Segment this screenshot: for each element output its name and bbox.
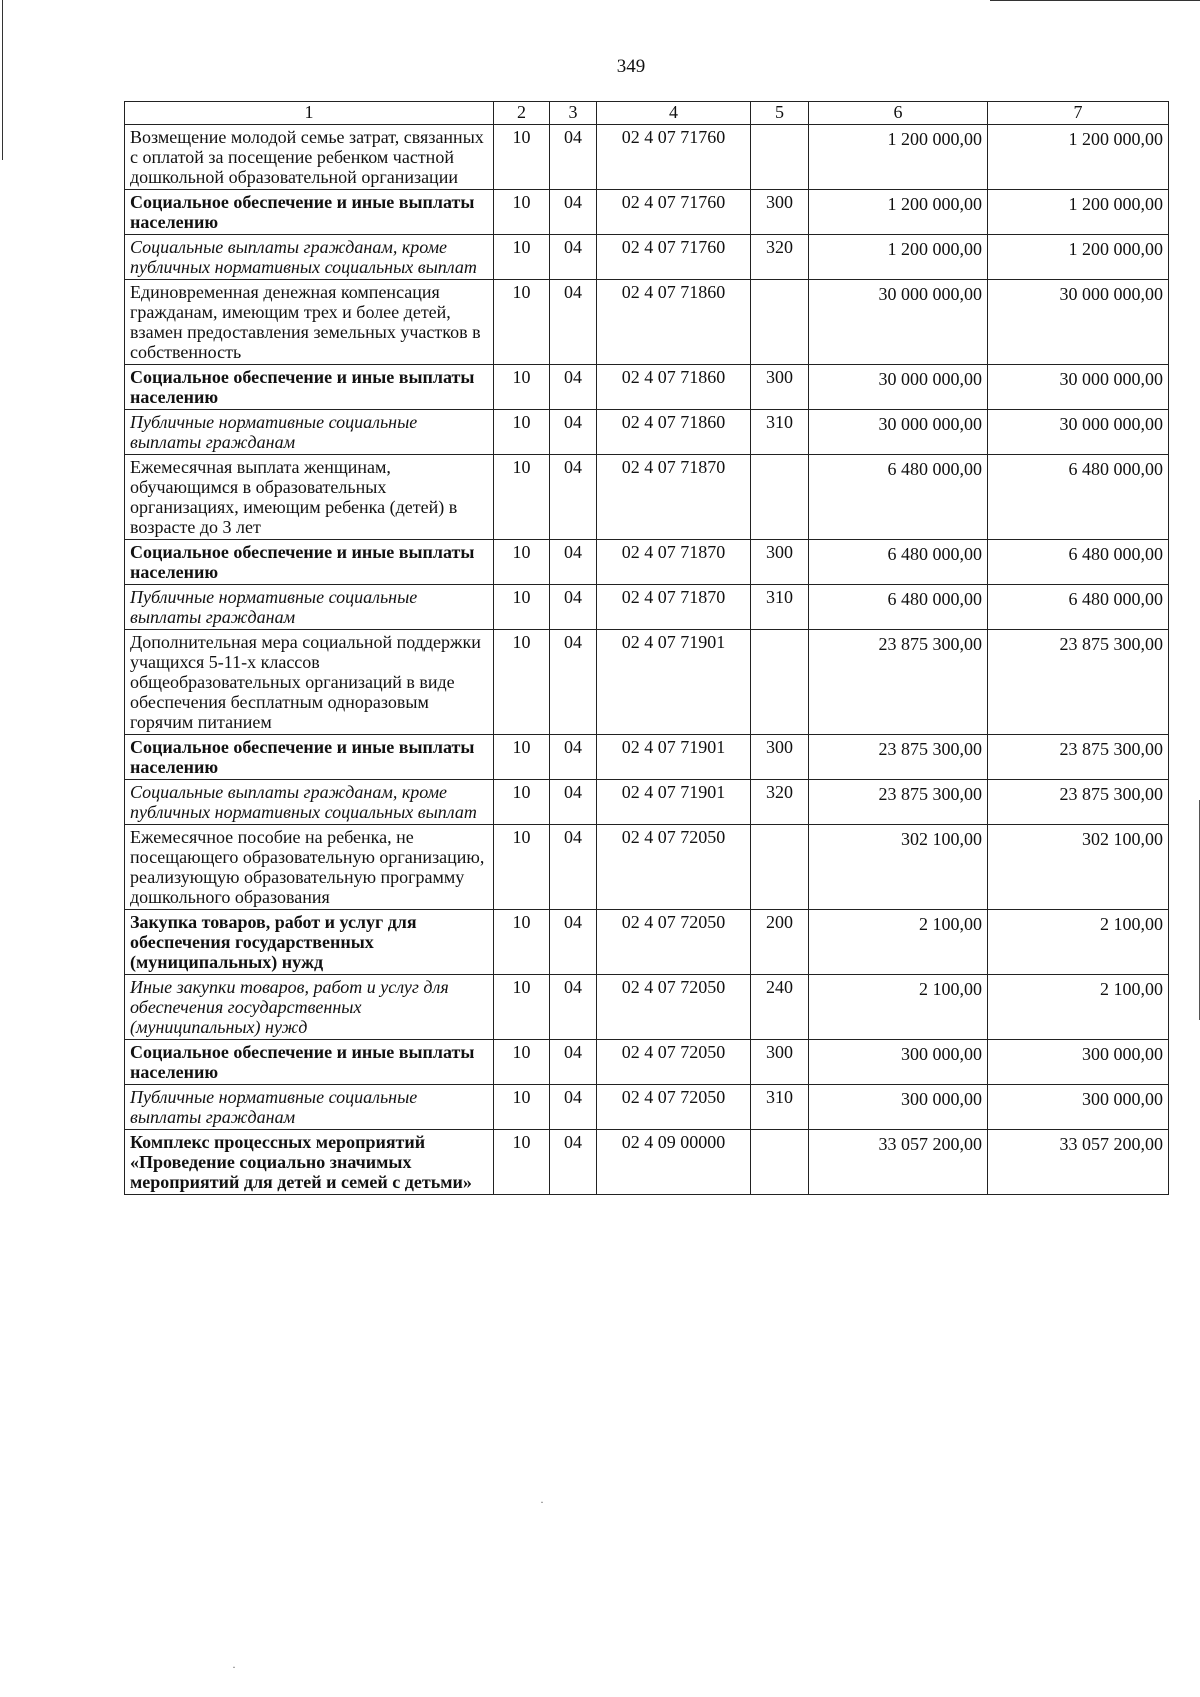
cell-expense-type: 320 <box>751 235 809 280</box>
cell-expense-type: 310 <box>751 410 809 455</box>
cell-name: Единовременная денежная компенсация гражданам, имеющим трех и более детей, взамен предоставления земельных участков в собственность <box>125 280 494 365</box>
cell-sum-year2: 6 480 000,00 <box>988 585 1169 630</box>
cell-section: 10 <box>494 410 550 455</box>
table-row <box>125 910 1169 975</box>
cell-expense-type: 300 <box>751 1040 809 1085</box>
scan-border-left <box>2 0 3 160</box>
table-row <box>125 630 1169 735</box>
cell-subsection: 04 <box>550 125 597 190</box>
cell-sum-year2: 2 100,00 <box>988 975 1169 1040</box>
cell-subsection: 04 <box>550 455 597 540</box>
cell-expense-type <box>751 825 809 910</box>
cell-expense-type <box>751 125 809 190</box>
cell-name: Публичные нормативные социальные выплаты гражданам <box>125 1085 494 1130</box>
cell-name: Дополнительная мера социальной поддержки учащихся 5-11-х классов общеобразовательных организаций в виде обеспечения бесплатным одноразовым горячим питанием <box>125 630 494 735</box>
table-row <box>125 1040 1169 1085</box>
cell-sum-year2: 1 200 000,00 <box>988 125 1169 190</box>
cell-section: 10 <box>494 235 550 280</box>
cell-target: 02 4 07 71870 <box>597 585 751 630</box>
cell-sum-year1: 23 875 300,00 <box>809 630 988 735</box>
table-row <box>125 1085 1169 1130</box>
cell-target: 02 4 07 71860 <box>597 280 751 365</box>
cell-target: 02 4 07 71860 <box>597 365 751 410</box>
cell-expense-type: 310 <box>751 585 809 630</box>
cell-target: 02 4 07 71901 <box>597 780 751 825</box>
column-header-expense-type: 5 <box>751 102 809 125</box>
cell-section: 10 <box>494 780 550 825</box>
table-row <box>125 780 1169 825</box>
cell-sum-year1: 6 480 000,00 <box>809 540 988 585</box>
table-row <box>125 585 1169 630</box>
cell-subsection: 04 <box>550 1085 597 1130</box>
budget-table <box>124 101 1169 1195</box>
cell-name: Комплекс процессных мероприятий «Проведение социально значимых мероприятий для детей и семей с детьми» <box>125 1130 494 1195</box>
cell-sum-year1: 6 480 000,00 <box>809 585 988 630</box>
cell-sum-year1: 23 875 300,00 <box>809 780 988 825</box>
scan-speck: · <box>232 1660 236 1674</box>
cell-sum-year1: 2 100,00 <box>809 910 988 975</box>
cell-target: 02 4 07 72050 <box>597 1085 751 1130</box>
cell-sum-year2: 2 100,00 <box>988 910 1169 975</box>
cell-name: Социальные выплаты гражданам, кроме публичных нормативных социальных выплат <box>125 780 494 825</box>
cell-section: 10 <box>494 125 550 190</box>
cell-sum-year1: 1 200 000,00 <box>809 125 988 190</box>
cell-sum-year2: 300 000,00 <box>988 1085 1169 1130</box>
cell-name: Социальные выплаты гражданам, кроме публичных нормативных социальных выплат <box>125 235 494 280</box>
cell-sum-year2: 6 480 000,00 <box>988 540 1169 585</box>
cell-section: 10 <box>494 365 550 410</box>
cell-sum-year2: 300 000,00 <box>988 1040 1169 1085</box>
cell-sum-year1: 33 057 200,00 <box>809 1130 988 1195</box>
table-row <box>125 125 1169 190</box>
cell-subsection: 04 <box>550 1130 597 1195</box>
cell-subsection: 04 <box>550 365 597 410</box>
column-header-sum-year2: 7 <box>988 102 1169 125</box>
cell-subsection: 04 <box>550 975 597 1040</box>
cell-sum-year1: 1 200 000,00 <box>809 190 988 235</box>
cell-name: Социальное обеспечение и иные выплаты населению <box>125 365 494 410</box>
cell-subsection: 04 <box>550 825 597 910</box>
column-header-section: 2 <box>494 102 550 125</box>
cell-subsection: 04 <box>550 410 597 455</box>
cell-target: 02 4 07 72050 <box>597 910 751 975</box>
page-number: 349 <box>616 56 646 77</box>
cell-subsection: 04 <box>550 630 597 735</box>
column-header-name: 1 <box>125 102 494 125</box>
cell-subsection: 04 <box>550 280 597 365</box>
cell-sum-year2: 33 057 200,00 <box>988 1130 1169 1195</box>
cell-subsection: 04 <box>550 780 597 825</box>
table-row <box>125 280 1169 365</box>
cell-section: 10 <box>494 585 550 630</box>
cell-section: 10 <box>494 630 550 735</box>
cell-target: 02 4 07 71901 <box>597 630 751 735</box>
cell-section: 10 <box>494 735 550 780</box>
cell-sum-year2: 30 000 000,00 <box>988 365 1169 410</box>
cell-subsection: 04 <box>550 910 597 975</box>
cell-sum-year1: 302 100,00 <box>809 825 988 910</box>
cell-expense-type: 300 <box>751 190 809 235</box>
cell-target: 02 4 07 71901 <box>597 735 751 780</box>
cell-name: Закупка товаров, работ и услуг для обеспечения государственных (муниципальных) нужд <box>125 910 494 975</box>
cell-subsection: 04 <box>550 735 597 780</box>
cell-name: Иные закупки товаров, работ и услуг для обеспечения государственных (муниципальных) нужд <box>125 975 494 1040</box>
cell-name: Публичные нормативные социальные выплаты гражданам <box>125 585 494 630</box>
cell-expense-type: 200 <box>751 910 809 975</box>
cell-expense-type <box>751 280 809 365</box>
cell-name: Социальное обеспечение и иные выплаты населению <box>125 190 494 235</box>
cell-subsection: 04 <box>550 585 597 630</box>
cell-expense-type: 300 <box>751 735 809 780</box>
cell-sum-year1: 30 000 000,00 <box>809 365 988 410</box>
table-row <box>125 410 1169 455</box>
cell-sum-year2: 23 875 300,00 <box>988 735 1169 780</box>
cell-sum-year2: 30 000 000,00 <box>988 280 1169 365</box>
table-row <box>125 825 1169 910</box>
cell-sum-year1: 1 200 000,00 <box>809 235 988 280</box>
cell-section: 10 <box>494 910 550 975</box>
cell-subsection: 04 <box>550 1040 597 1085</box>
cell-sum-year1: 300 000,00 <box>809 1040 988 1085</box>
cell-target: 02 4 07 71760 <box>597 190 751 235</box>
cell-name: Публичные нормативные социальные выплаты гражданам <box>125 410 494 455</box>
cell-sum-year2: 30 000 000,00 <box>988 410 1169 455</box>
cell-expense-type: 300 <box>751 365 809 410</box>
cell-subsection: 04 <box>550 540 597 585</box>
table-row <box>125 235 1169 280</box>
cell-target: 02 4 07 71870 <box>597 455 751 540</box>
table-row <box>125 455 1169 540</box>
cell-name: Социальное обеспечение и иные выплаты населению <box>125 735 494 780</box>
table-row <box>125 735 1169 780</box>
column-header-sum-year1: 6 <box>809 102 988 125</box>
cell-section: 10 <box>494 1040 550 1085</box>
column-header-target: 4 <box>597 102 751 125</box>
cell-sum-year1: 30 000 000,00 <box>809 280 988 365</box>
cell-expense-type: 320 <box>751 780 809 825</box>
cell-sum-year2: 6 480 000,00 <box>988 455 1169 540</box>
cell-section: 10 <box>494 280 550 365</box>
cell-expense-type: 300 <box>751 540 809 585</box>
cell-expense-type <box>751 455 809 540</box>
column-header-subsection: 3 <box>550 102 597 125</box>
cell-sum-year1: 2 100,00 <box>809 975 988 1040</box>
scan-speck: · <box>540 1495 544 1509</box>
cell-target: 02 4 09 00000 <box>597 1130 751 1195</box>
cell-section: 10 <box>494 190 550 235</box>
cell-section: 10 <box>494 825 550 910</box>
cell-section: 10 <box>494 975 550 1040</box>
cell-section: 10 <box>494 540 550 585</box>
cell-expense-type: 240 <box>751 975 809 1040</box>
cell-expense-type <box>751 1130 809 1195</box>
cell-section: 10 <box>494 1085 550 1130</box>
table-body <box>125 125 1169 1195</box>
cell-expense-type: 310 <box>751 1085 809 1130</box>
cell-sum-year2: 23 875 300,00 <box>988 780 1169 825</box>
cell-target: 02 4 07 71760 <box>597 125 751 190</box>
cell-sum-year1: 6 480 000,00 <box>809 455 988 540</box>
table-row <box>125 365 1169 410</box>
cell-target: 02 4 07 71860 <box>597 410 751 455</box>
cell-name: Социальное обеспечение и иные выплаты населению <box>125 540 494 585</box>
cell-sum-year2: 302 100,00 <box>988 825 1169 910</box>
cell-name: Ежемесячная выплата женщинам, обучающимся в образовательных организациях, имеющим ребенка (детей) в возрасте до 3 лет <box>125 455 494 540</box>
table-row <box>125 190 1169 235</box>
cell-section: 10 <box>494 455 550 540</box>
cell-subsection: 04 <box>550 235 597 280</box>
cell-sum-year2: 23 875 300,00 <box>988 630 1169 735</box>
table-row <box>125 540 1169 585</box>
cell-expense-type <box>751 630 809 735</box>
cell-sum-year2: 1 200 000,00 <box>988 235 1169 280</box>
table-header-row <box>125 102 1169 125</box>
cell-sum-year1: 23 875 300,00 <box>809 735 988 780</box>
cell-name: Социальное обеспечение и иные выплаты населению <box>125 1040 494 1085</box>
cell-sum-year1: 300 000,00 <box>809 1085 988 1130</box>
cell-target: 02 4 07 72050 <box>597 1040 751 1085</box>
cell-subsection: 04 <box>550 190 597 235</box>
cell-sum-year2: 1 200 000,00 <box>988 190 1169 235</box>
cell-sum-year1: 30 000 000,00 <box>809 410 988 455</box>
scan-border-top <box>990 0 1200 1</box>
cell-name: Возмещение молодой семье затрат, связанных с оплатой за посещение ребенком частной дошкольной образовательной организации <box>125 125 494 190</box>
cell-name: Ежемесячное пособие на ребенка, не посещающего образовательную организацию, реализующую образовательную программу дошкольного образования <box>125 825 494 910</box>
cell-target: 02 4 07 71760 <box>597 235 751 280</box>
cell-target: 02 4 07 72050 <box>597 825 751 910</box>
table-row <box>125 1130 1169 1195</box>
table-row <box>125 975 1169 1040</box>
cell-target: 02 4 07 71870 <box>597 540 751 585</box>
cell-target: 02 4 07 72050 <box>597 975 751 1040</box>
cell-section: 10 <box>494 1130 550 1195</box>
